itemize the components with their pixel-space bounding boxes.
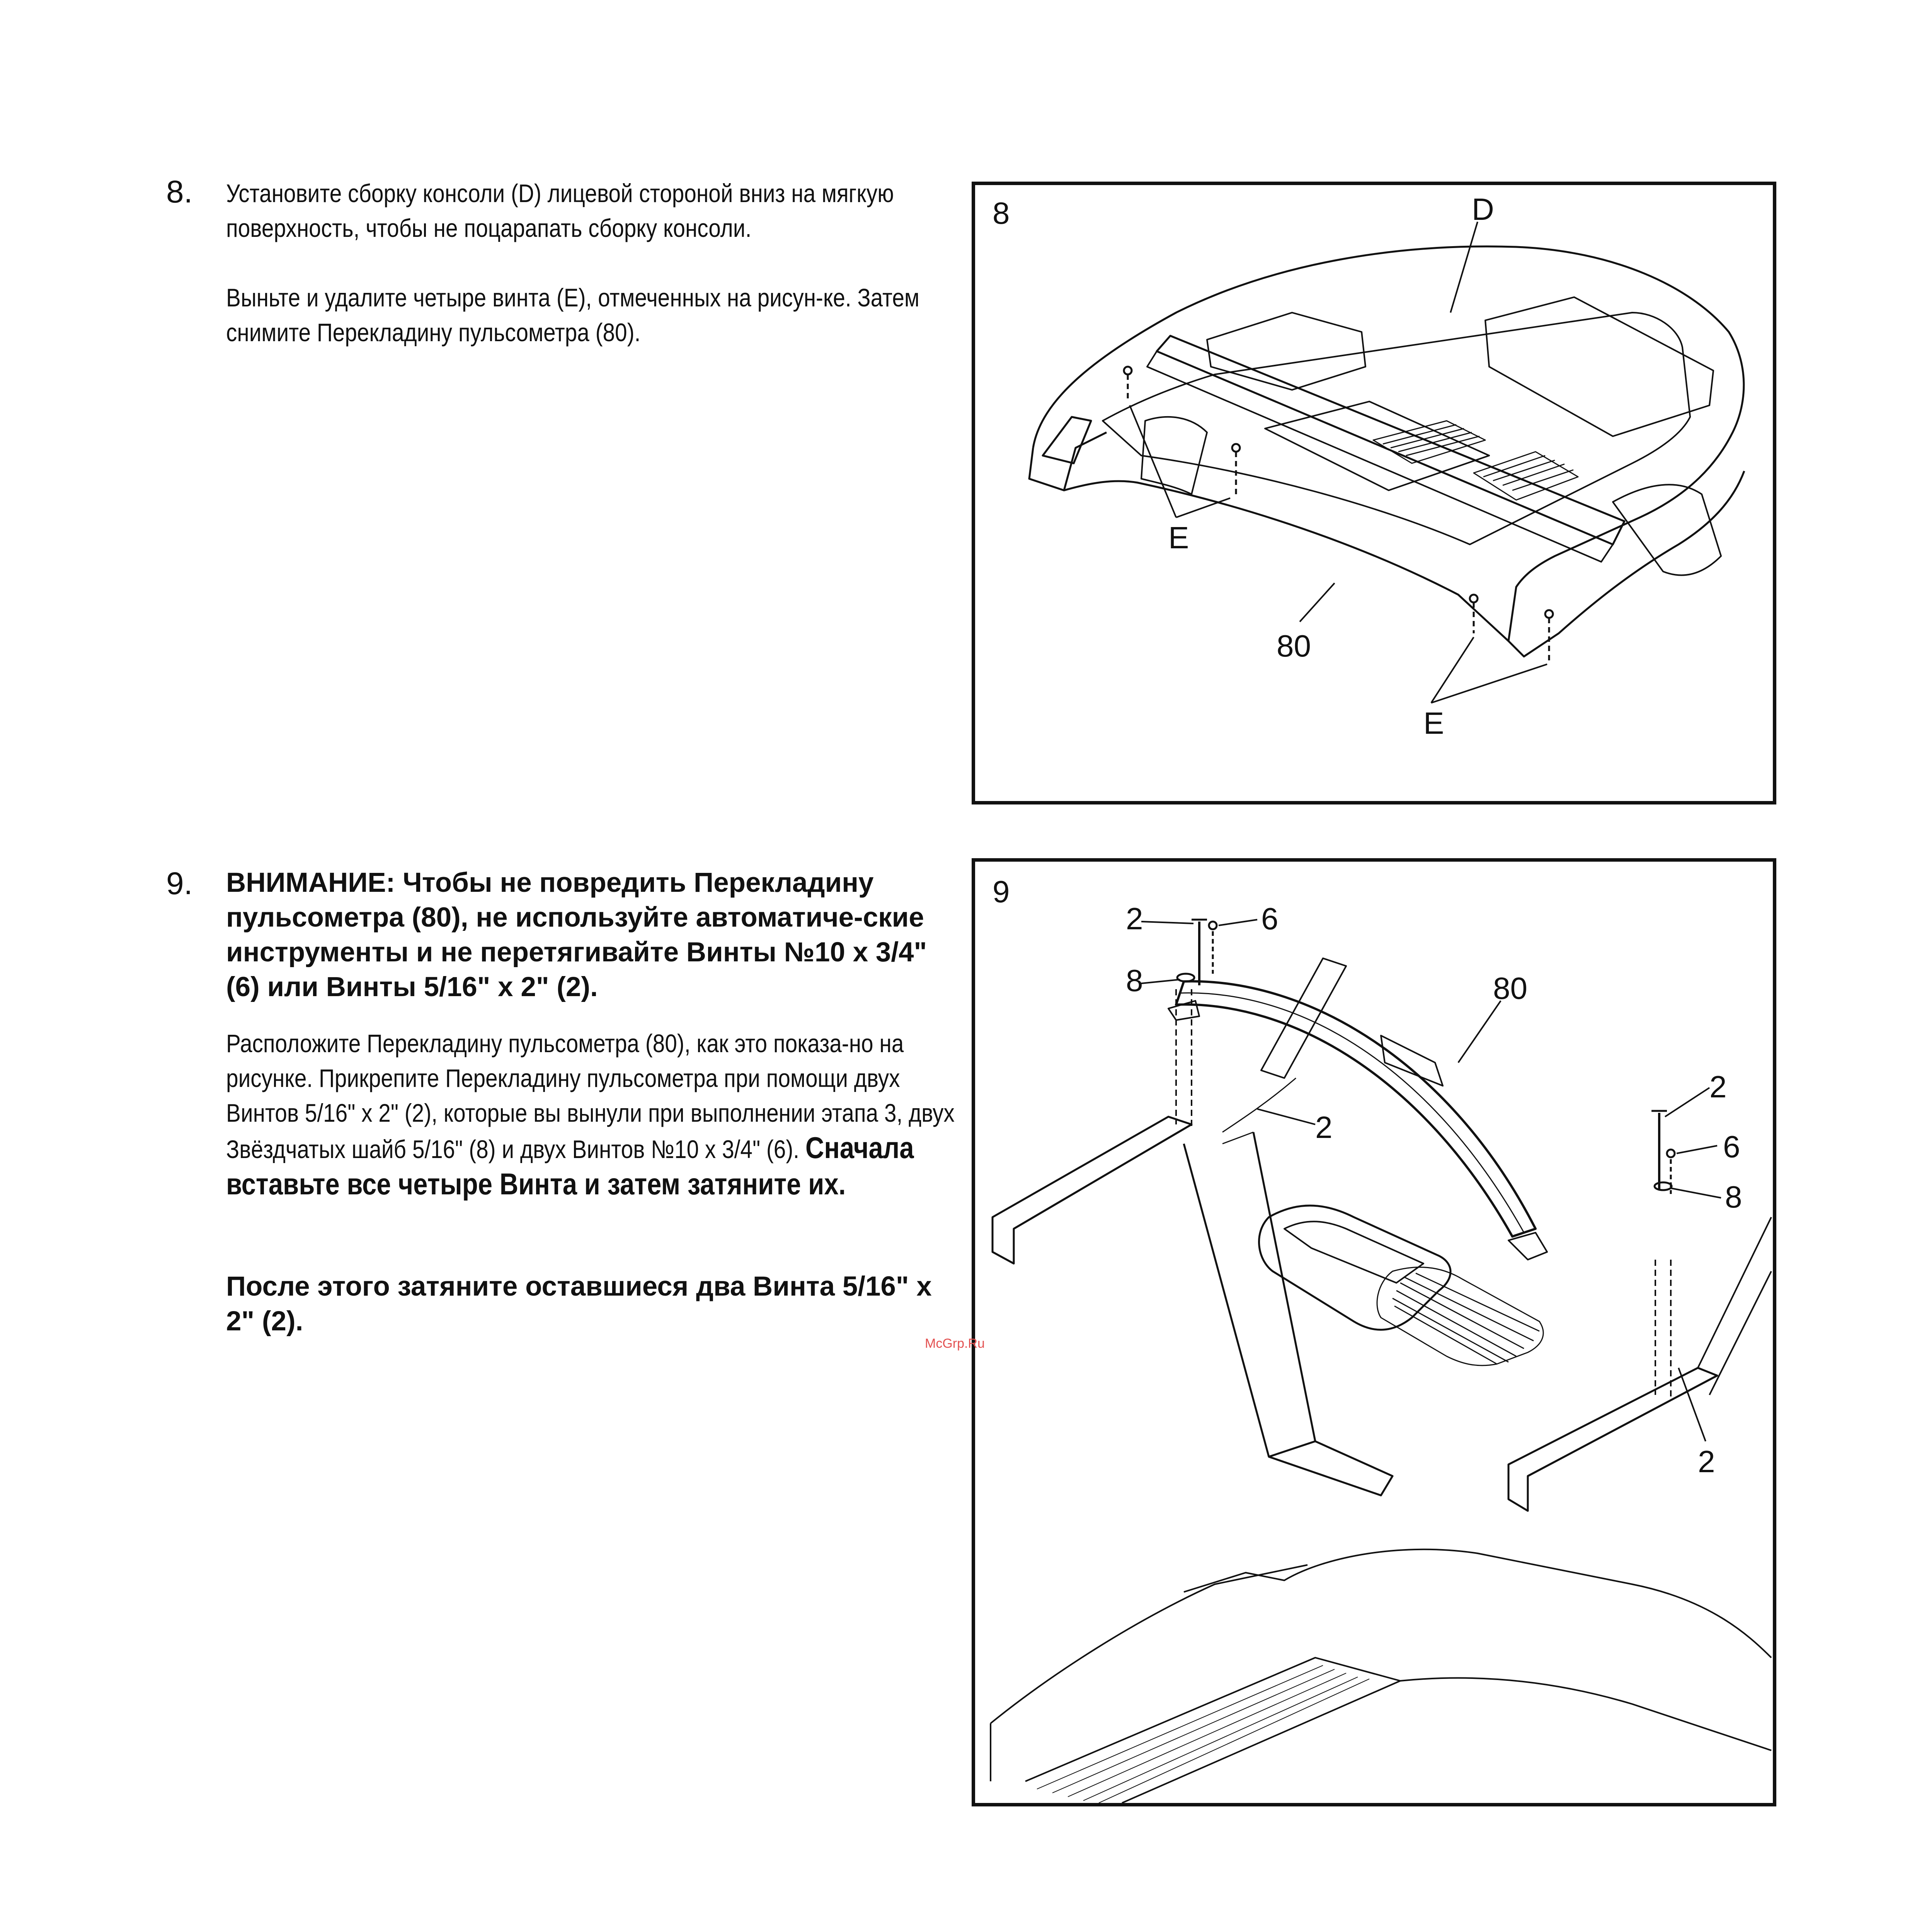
step-8-paragraph-1: Установите сборку консоли (D) лицевой стороной вниз на мягкую поверхность, чтобы не поцарапать сборку консоли.	[226, 179, 894, 242]
step-9-paragraph-2-emphasis: Сначала вставьте все четыре Винта и затем затяните их.	[226, 1131, 914, 1201]
screw-6-top-left	[1209, 922, 1217, 974]
callout-80: 80	[1493, 971, 1527, 1005]
screw-E-4	[1545, 610, 1553, 660]
washer-8-top-right	[1655, 1182, 1672, 1190]
deck-rail	[1025, 1658, 1400, 1803]
step-8-paragraph-2: Выньте и удалите четыре винта (E), отмеченных на рисун-ке. Затем снимите Перекладину пульсометра (80).	[226, 283, 919, 347]
screw-E-1	[1124, 367, 1132, 401]
callout-E-right: E	[1423, 706, 1444, 740]
callout-6-top-right: 6	[1723, 1129, 1740, 1164]
speaker-grille	[1377, 1267, 1543, 1366]
figure-8-number: 8	[993, 196, 1010, 230]
callout-2-top-right: 2	[1709, 1070, 1727, 1104]
step-9-paragraph-3: После этого затяните оставшиеся два Винта 5/16" x 2" (2).	[226, 1271, 932, 1337]
callout-2-top-left: 2	[1126, 901, 1143, 936]
crossbar-80	[1157, 336, 1624, 544]
screw-E-3	[1470, 595, 1478, 633]
callout-D: D	[1472, 192, 1494, 226]
step-9-paragraph-2-text: Расположите Перекладину пульсометра (80), как это показа-но на рисунке. Прикрепите Перекладину пульсометра при помощи двух Винтов 5/16" x 2" (2), которые вы вынули при выполнении этапа 3, двух Звёздчатых шайб 5/16" (8) и двух Винтов №10 x 3/4" (6).	[226, 1029, 955, 1163]
step-9-warning: ВНИМАНИЕ: Чтобы не повредить Перекладину пульсометра (80), не используйте автоматиче-ские инструменты и не перетягивайте Винты №10 x 3/4" (6) или Винты 5/16" x 2" (2).	[226, 867, 927, 1002]
left-upright	[1184, 1132, 1315, 1457]
watermark: McGrp.Ru	[925, 1336, 985, 1351]
figure-8	[972, 182, 1776, 804]
left-arm	[993, 1117, 1192, 1264]
figure-9	[972, 858, 1776, 1806]
bolt-2-top-right	[1651, 1111, 1667, 1190]
callout-8-top-left: 8	[1126, 963, 1143, 998]
callout-80: 80	[1277, 629, 1311, 663]
crossbar-80	[1176, 981, 1536, 1236]
callout-2-lower-left: 2	[1315, 1110, 1333, 1145]
callout-8-top-right: 8	[1725, 1180, 1742, 1214]
callout-E-left: E	[1168, 520, 1189, 555]
step-8-number: 8.	[166, 174, 193, 209]
callout-2-lower-right: 2	[1698, 1444, 1715, 1479]
callout-6-top-left: 6	[1261, 901, 1279, 936]
step-9-paragraph-2	[226, 1026, 957, 1203]
screw-E-2	[1232, 444, 1240, 494]
console-shell	[1033, 247, 1744, 656]
figure-9-number: 9	[993, 874, 1010, 909]
step-9-number: 9.	[166, 866, 193, 901]
